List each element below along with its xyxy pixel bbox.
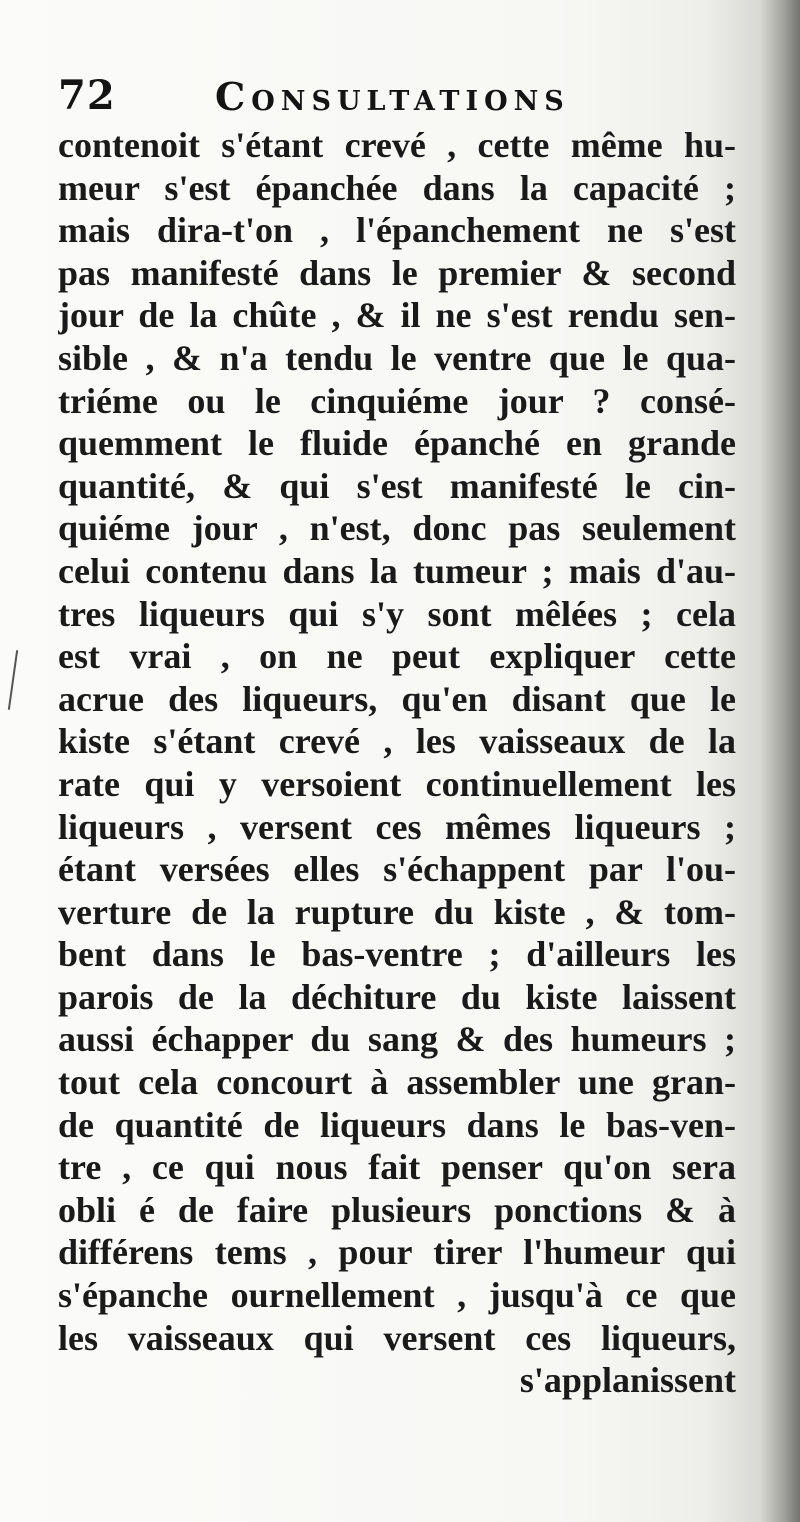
text-line: quiéme jour , n'est, donc pas seulement (58, 508, 736, 549)
catchword-line: s'applanissent (519, 1360, 736, 1401)
text-line: mais dira-t'on , l'épanchement ne s'est (58, 210, 736, 251)
text-line: jour de la chûte , & il ne s'est rendu sen- (58, 295, 736, 336)
text-line: est vrai , on ne peut expliquer cette (58, 636, 736, 677)
text-line: de quantité de liqueurs dans le bas-ven- (58, 1104, 736, 1145)
text-line: s'épanche ournellement , jusqu'à ce que (58, 1275, 736, 1316)
text-line: obli é de faire plusieurs ponctions & à (58, 1189, 736, 1230)
text-line: parois de la déchiture du kiste laissent (58, 976, 736, 1017)
page-number: 72 (58, 72, 116, 119)
running-head: Consultations (215, 74, 570, 119)
text-line: bent dans le bas-ventre ; d'ailleurs les (58, 934, 736, 975)
text-line: aussi échapper du sang & des humeurs ; (58, 1019, 736, 1060)
text-line: celui contenu dans la tumeur ; mais d'au- (58, 550, 736, 591)
text-line: tre , ce qui nous fait penser qu'on sera (58, 1147, 736, 1188)
text-line: verture de la rupture du kiste , & tom- (58, 891, 736, 932)
text-line: quemment le fluide épanché en grande (58, 423, 736, 464)
text-line: tres liqueurs qui s'y sont mêlées ; cela (58, 593, 736, 634)
text-line: rate qui y versoient continuellement les (58, 763, 736, 804)
text-line: pas manifesté dans le premier & second (58, 252, 736, 293)
text-line: liqueurs , versent ces mêmes liqueurs ; (58, 806, 736, 847)
text-line: kiste s'étant crevé , les vaisseaux de la (58, 721, 736, 762)
text-line: contenoit s'étant crevé , cette même hu- (58, 125, 736, 165)
text-line: tout cela concourt à assembler une gran- (58, 1062, 736, 1103)
text-line: différens tems , pour tirer l'humeur qui (58, 1232, 736, 1273)
spine-shadow (760, 0, 800, 1522)
text-line: quantité, & qui s'est manifesté le cin- (58, 465, 736, 506)
body-text (58, 124, 736, 1402)
text-line: triéme ou le cinquiéme jour ? consé- (58, 380, 736, 421)
text-line: les vaisseaux qui versent ces liqueurs, (58, 1317, 736, 1358)
text-line: étant versées elles s'échappent par l'ou- (58, 849, 736, 890)
text-line: acrue des liqueurs, qu'en disant que le (58, 678, 736, 719)
text-line: sible , & n'a tendu le ventre que le qua- (58, 337, 736, 378)
margin-mark (8, 650, 18, 710)
text-line: meur s'est épanchée dans la capacité ; (58, 167, 736, 208)
page-header (55, 68, 745, 124)
